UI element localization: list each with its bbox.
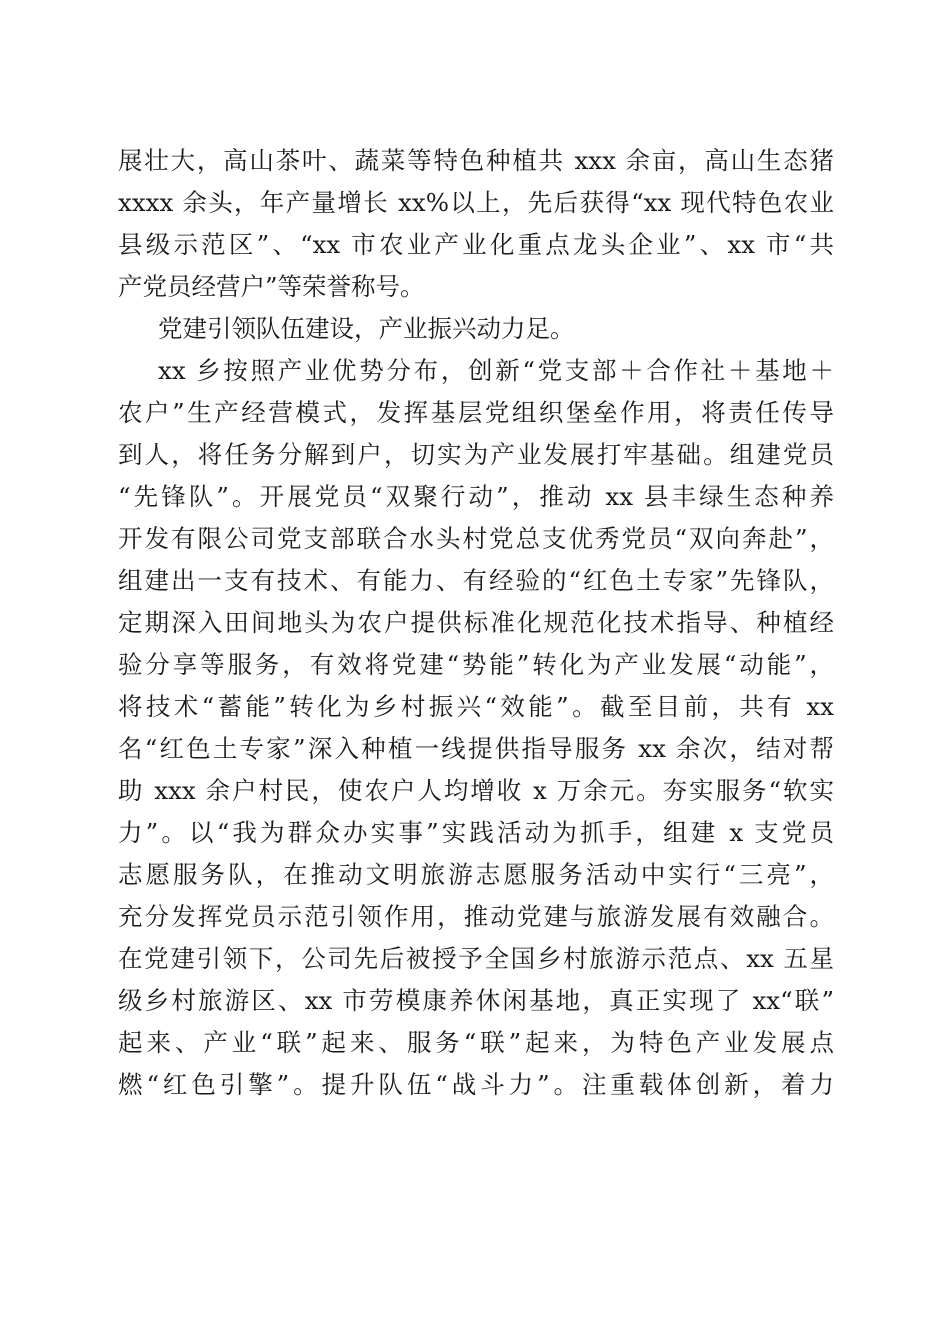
text-line-19: 充分发挥党员示范引领作用，推动党建与旅游发展有效融合。 <box>118 902 834 931</box>
section-heading: 党建引领队伍建设，产业振兴动力足。 <box>158 314 575 343</box>
text-line-10: 开发有限公司党支部联合水头村党总支优秀党员“双向奔赴”， <box>118 524 834 553</box>
text-line-6: xx 乡按照产业优势分布，创新“党支部＋合作社＋基地＋ <box>158 356 834 385</box>
text-line-2: xxxx 余头，年产量增长 xx%以上，先后获得“xx 现代特色农业 <box>118 188 834 217</box>
text-line-8: 到人，将任务分解到户，切实为产业发展打牢基础。组建党员 <box>118 440 834 469</box>
text-line-11: 组建出一支有技术、有能力、有经验的“红色土专家”先锋队， <box>118 566 834 595</box>
text-line-18: 志愿服务队，在推动文明旅游志愿服务活动中实行“三亮”， <box>118 860 834 889</box>
text-line-23: 燃“红色引擎”。提升队伍“战斗力”。注重载体创新，着力 <box>118 1070 834 1099</box>
text-line-20: 在党建引领下，公司先后被授予全国乡村旅游示范点、xx 五星 <box>118 944 834 973</box>
text-line-16: 助 xxx 余户村民，使农户人均增收 x 万余元。夯实服务“软实 <box>118 776 834 805</box>
text-line-3: 县级示范区”、“xx 市农业产业化重点龙头企业”、xx 市“共 <box>118 230 834 259</box>
text-line-22: 起来、产业“联”起来、服务“联”起来，为特色产业发展点 <box>118 1028 834 1057</box>
text-line-17: 力”。以“我为群众办实事”实践活动为抓手，组建 x 支党员 <box>118 818 834 847</box>
text-line-9: “先锋队”。开展党员“双聚行动”，推动 xx 县丰绿生态种养 <box>118 482 834 511</box>
text-line-4: 产党员经营户”等荣誉称号。 <box>118 272 425 301</box>
text-line-14: 将技术“蓄能”转化为乡村振兴“效能”。截至目前，共有 xx <box>118 692 834 721</box>
text-line-7: 农户”生产经营模式，发挥基层党组织堡垒作用，将责任传导 <box>118 398 834 427</box>
body-text <box>118 140 834 1106</box>
text-line-1: 展壮大，高山茶叶、蔬菜等特色种植共 xxx 余亩，高山生态猪 <box>118 146 834 175</box>
text-line-12: 定期深入田间地头为农户提供标准化规范化技术指导、种植经 <box>118 608 834 637</box>
text-line-15: 名“红色土专家”深入种植一线提供指导服务 xx 余次，结对帮 <box>118 734 834 763</box>
text-line-13: 验分享等服务，有效将党建“势能”转化为产业发展“动能”， <box>118 650 834 679</box>
text-line-21: 级乡村旅游区、xx 市劳模康养休闲基地，真正实现了 xx“联” <box>118 986 834 1015</box>
